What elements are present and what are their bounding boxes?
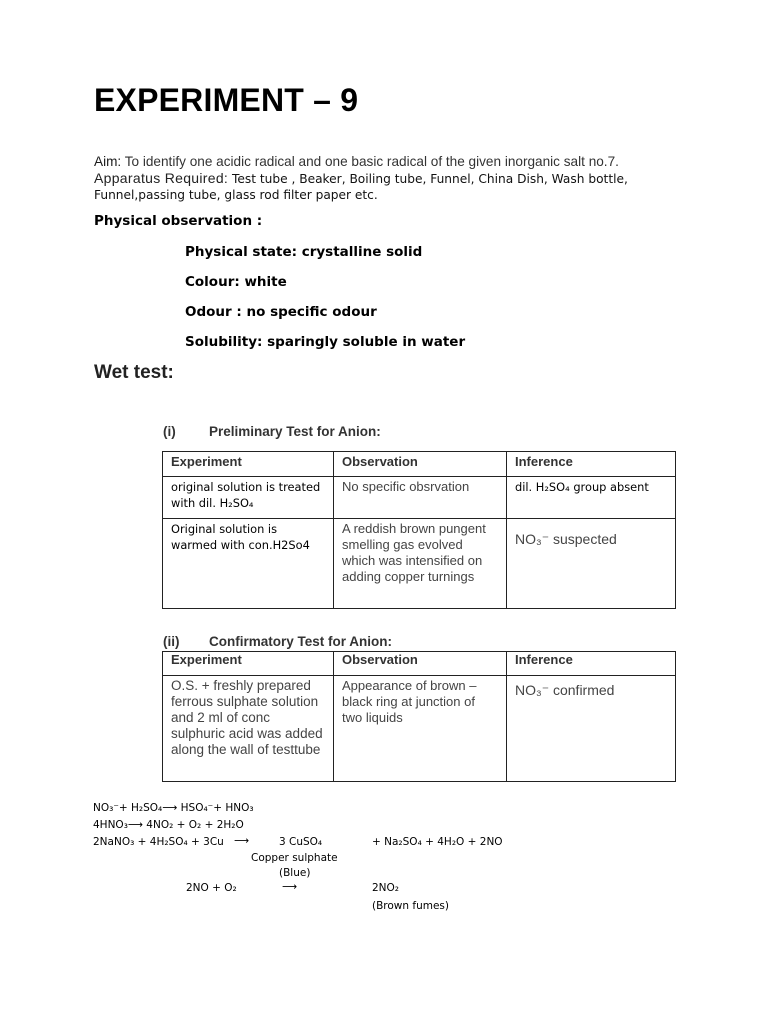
preliminary-heading bbox=[163, 424, 381, 439]
wet-test-heading: Wet test: bbox=[94, 362, 174, 383]
equation-3-left: 2NaNO₃ + 4H₂SO₄ + 3Cu bbox=[93, 836, 224, 848]
apparatus-line1: Test tube , Beaker, Boiling tube, Funnel, China Dish, Wash bottle, bbox=[232, 172, 628, 186]
equation-3-right: + Na₂SO₄ + 4H₂O + 2NO bbox=[372, 836, 503, 848]
apparatus-line2: Funnel,passing tube, glass rod filter paper etc. bbox=[94, 188, 378, 202]
odour: Odour : no specific odour bbox=[185, 304, 377, 320]
table-header-row bbox=[163, 452, 676, 477]
observation-cell: Appearance of brown – black ring at junction of two liquids bbox=[334, 676, 507, 782]
arrow-icon: ⟶ bbox=[234, 835, 250, 847]
physical-state: Physical state: crystalline solid bbox=[185, 244, 423, 260]
header-experiment: Experiment bbox=[163, 452, 334, 477]
aim-text: To identify one acidic radical and one basic radical of the given inorganic salt no.7. bbox=[124, 154, 619, 169]
physical-observation-heading: Physical observation : bbox=[94, 213, 263, 229]
header-experiment: Experiment bbox=[163, 652, 334, 676]
aim-label: Aim: bbox=[94, 154, 122, 169]
equation-3-mid: 3 CuSO₄ bbox=[279, 836, 323, 848]
confirmatory-num: (ii) bbox=[163, 634, 180, 649]
header-observation: Observation bbox=[334, 452, 507, 477]
header-inference: Inference bbox=[507, 452, 676, 477]
inference-cell: NO₃⁻ confirmed bbox=[507, 676, 676, 782]
equation-4-right: 2NO₂ bbox=[372, 882, 400, 894]
table-row bbox=[163, 477, 676, 519]
header-observation: Observation bbox=[334, 652, 507, 676]
table-row bbox=[163, 519, 676, 609]
inference-cell: dil. H₂SO₄ group absent bbox=[507, 477, 676, 519]
apparatus-block bbox=[94, 170, 694, 203]
colour: Colour: white bbox=[185, 274, 287, 290]
experiment-cell: O.S. + freshly prepared ferrous sulphate solution and 2 ml of conc sulphuric acid was added along the wall of testtube bbox=[163, 676, 334, 782]
equation-1: NO₃⁻+ H₂SO₄⟶ HSO₄⁻+ HNO₃ bbox=[93, 802, 254, 814]
observation-cell: No specific obsrvation bbox=[334, 477, 507, 519]
aim-line bbox=[94, 154, 619, 169]
confirmatory-table bbox=[162, 651, 676, 782]
table-row bbox=[163, 676, 676, 782]
confirmatory-heading bbox=[163, 634, 392, 649]
experiment-cell: Original solution is warmed with con.H2So4 bbox=[163, 519, 334, 609]
equation-4-left: 2NO + O₂ bbox=[186, 882, 237, 894]
observation-cell: A reddish brown pungent smelling gas evolved which was intensified on adding copper turnings bbox=[334, 519, 507, 609]
brown-fumes-note: (Brown fumes) bbox=[372, 900, 449, 912]
inference-cell: NO₃⁻ suspected bbox=[507, 519, 676, 609]
equation-2: 4HNO₃⟶ 4NO₂ + O₂ + 2H₂O bbox=[93, 819, 244, 831]
confirmatory-title: Confirmatory Test for Anion: bbox=[209, 634, 392, 649]
arrow-icon: ⟶ bbox=[282, 881, 298, 893]
experiment-cell: original solution is treated with dil. H₂SO₄ bbox=[163, 477, 334, 519]
solubility: Solubility: sparingly soluble in water bbox=[185, 334, 466, 350]
table-header-row bbox=[163, 652, 676, 676]
copper-sulphate-note: Copper sulphate bbox=[251, 852, 338, 864]
apparatus-label: Apparatus Required: bbox=[94, 170, 229, 186]
blue-note: (Blue) bbox=[279, 867, 311, 879]
preliminary-num: (i) bbox=[163, 424, 176, 439]
preliminary-title: Preliminary Test for Anion: bbox=[209, 424, 381, 439]
page-title: EXPERIMENT – 9 bbox=[94, 82, 359, 118]
header-inference: Inference bbox=[507, 652, 676, 676]
preliminary-table bbox=[162, 451, 676, 609]
